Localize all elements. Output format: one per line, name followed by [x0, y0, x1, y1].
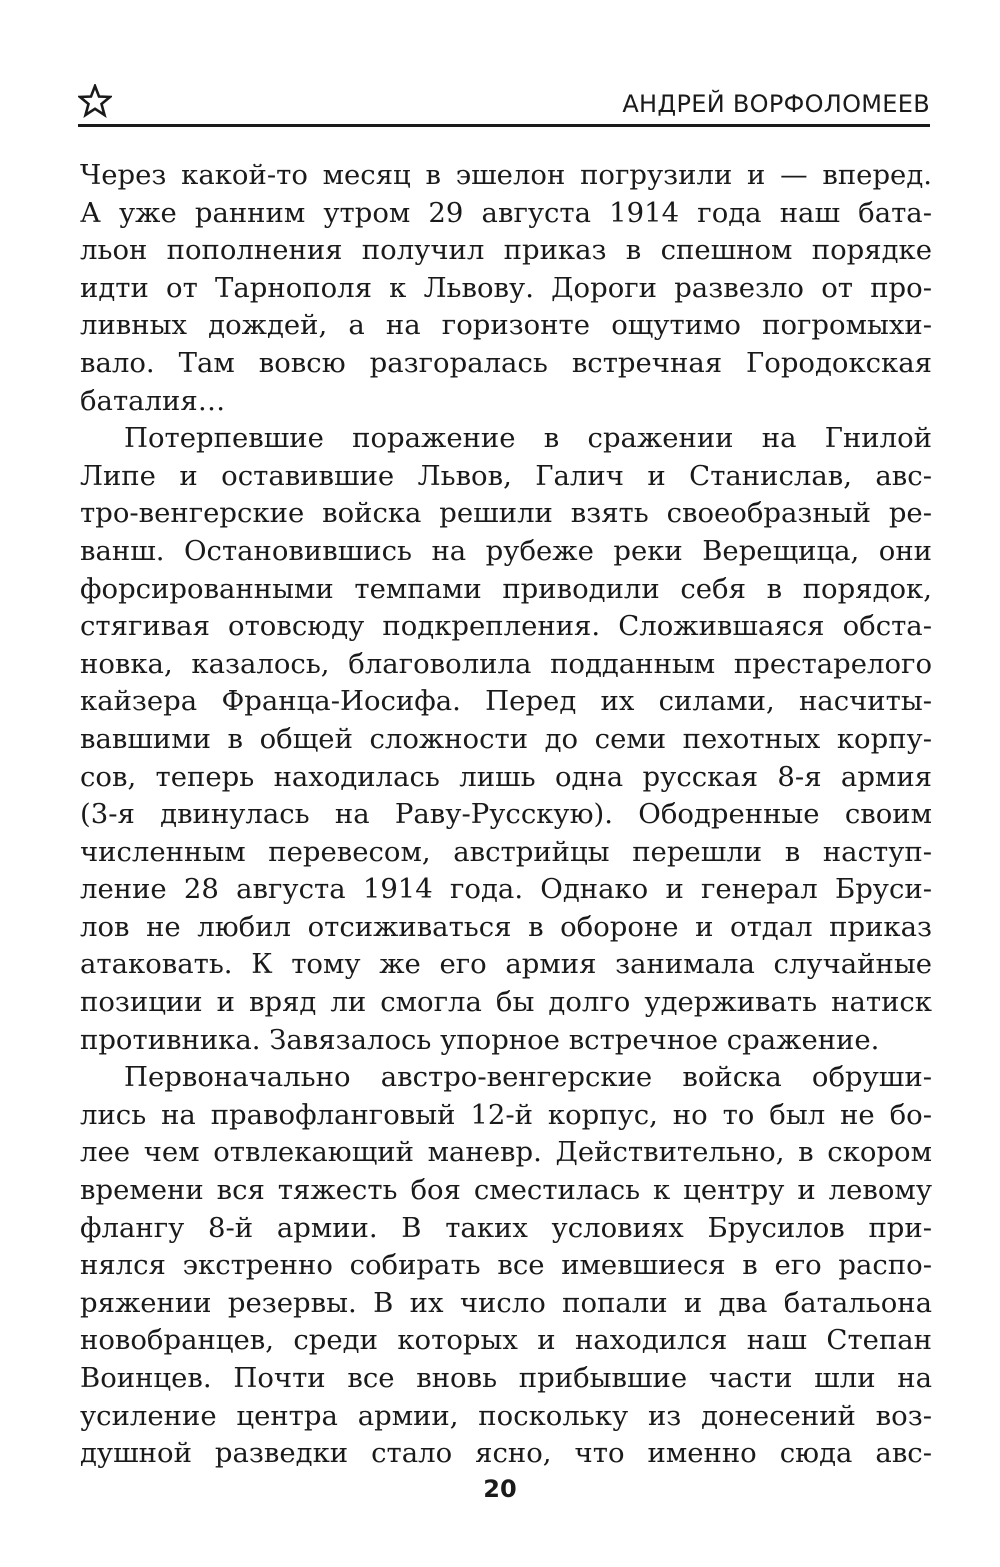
text-line: вало. Там вовсю разгоралась встречная Городокская: [80, 346, 932, 379]
text-line: ванш. Остановившись на рубеже реки Верещица, они: [80, 534, 932, 567]
text-line: новобранцев, среди которых и находился наш Степан: [80, 1324, 932, 1357]
text-line: кайзера Франца-Иосифа. Перед их силами, насчиты-: [80, 685, 932, 718]
paragraph: [80, 420, 932, 1059]
text-line: стягивая отовсюду подкрепления. Сложившаяся обста-: [80, 610, 932, 643]
text-line: Воинцев. Почти все вновь прибывшие части шли на: [80, 1362, 932, 1394]
text-line: лее чем отвлекающий маневр. Действительно, в скором: [80, 1136, 932, 1169]
text-line: Липе и оставившие Львов, Галич и Станислав, авс-: [80, 459, 932, 492]
text-line: льон пополнения получил приказ в спешном порядке: [80, 234, 932, 267]
author-name: АНДРЕЙ ВОРФОЛОМЕЕВ: [622, 90, 930, 118]
text-line: противника. Завязалось упорное встречное сражение.: [80, 1023, 880, 1056]
text-line: Первоначально австро-венгерские войска обруши-: [124, 1061, 932, 1094]
running-header: [78, 84, 930, 124]
paragraph: [80, 157, 932, 420]
text-line: усиление центра армии, поскольку из донесений воз-: [80, 1399, 932, 1432]
text-line: лись на правофланговый 12-й корпус, но то был не бо-: [80, 1098, 932, 1131]
star-icon: [78, 84, 112, 118]
body-text: [80, 157, 932, 1473]
text-line: душной разведки стало ясно, что именно сюда авс-: [80, 1437, 932, 1470]
text-line: нялся экстренно собирать все имевшиеся в его распо-: [80, 1249, 932, 1282]
text-line: (3-я двинулась на Раву-Русскую). Ободренные своим: [80, 798, 932, 831]
text-line: сов, теперь находилась лишь одна русская 8-я армия: [80, 760, 932, 793]
text-line: флангу 8-й армии. В таких условиях Брусилов при-: [80, 1211, 932, 1244]
text-line: баталия…: [80, 384, 226, 417]
text-line: ряжении резервы. В их число попали и два батальона: [80, 1286, 932, 1319]
page-number: 20: [483, 1475, 517, 1503]
text-line: ливных дождей, а на горизонте ощутимо погромыхи-: [80, 309, 932, 342]
text-line: тро-венгерские войска решили взять своеобразный ре-: [80, 497, 932, 530]
text-line: форсированными темпами приводили себя в порядок,: [80, 572, 932, 605]
header-divider: [78, 124, 930, 127]
text-line: вавшими в общей сложности до семи пехотных корпу-: [80, 722, 932, 755]
paragraph: [80, 1059, 932, 1473]
text-line: лов не любил отсиживаться в обороне и отдал приказ: [80, 910, 932, 943]
text-line: ление 28 августа 1914 года. Однако и генерал Бруси-: [80, 873, 932, 906]
text-line: атаковать. К тому же его армия занимала случайные: [80, 948, 932, 981]
text-line: времени вся тяжесть боя сместилась к центру и левому: [80, 1174, 932, 1207]
text-line: позиции и вряд ли смогла бы долго удерживать натиск: [80, 986, 932, 1019]
text-line: новка, казалось, благоволила подданным престарелого: [80, 647, 932, 680]
text-line: Потерпевшие поражение в сражении на Гнилой: [124, 422, 932, 455]
text-line: численным перевесом, австрийцы перешли в наступ-: [80, 835, 932, 868]
text-line: А уже ранним утром 29 августа 1914 года наш бата-: [80, 196, 932, 229]
text-line: Через какой-то месяц в эшелон погрузили и — вперед.: [80, 159, 932, 191]
text-line: идти от Тарнополя к Львову. Дороги развезло от про-: [80, 271, 932, 304]
